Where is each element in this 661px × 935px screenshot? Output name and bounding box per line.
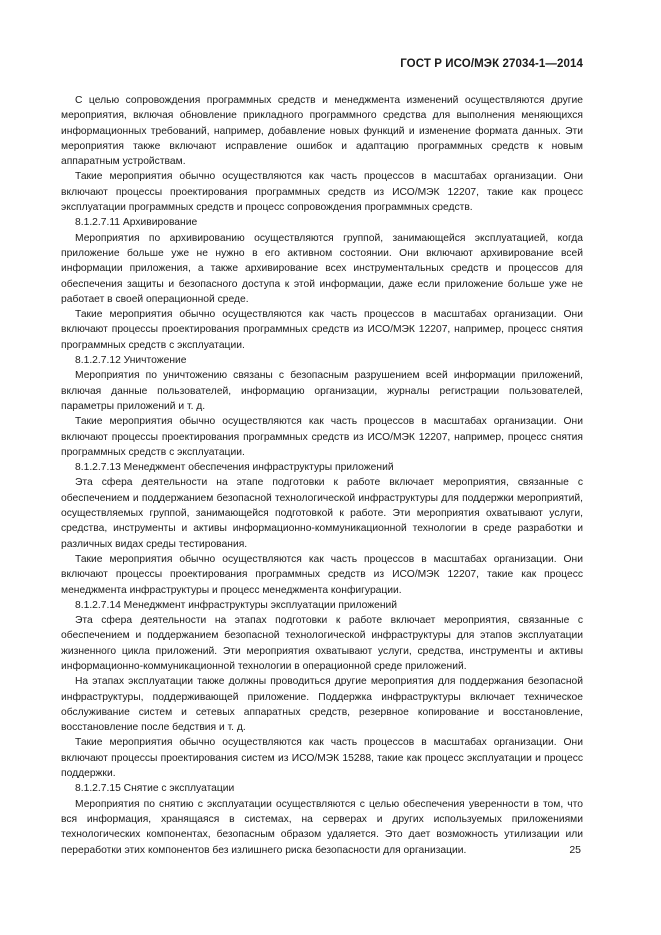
section-heading: 8.1.2.7.13 Менеджмент обеспечения инфраструктуры приложений	[75, 462, 394, 474]
paragraph: Эта сфера деятельности на этапе подготовки к работе включает мероприятия, связанные с обеспечением и поддержанием безопасной технологической инфраструктуры для поддержки мероприятий, осуществляемых группой, занимающейся подготовкой к работе. Эти мероприятия охватывают услуги, средства, инструменты и активы информационно-коммуникационной технологии в среде разработки и различных видах среды тестирования.	[61, 477, 583, 550]
document-body	[61, 93, 583, 858]
page-number: 25	[569, 844, 581, 856]
paragraph: Такие мероприятия обычно осуществляются как часть процессов в масштабах организации. Они включают процессы проектирования программных средств из ИСО/МЭК 12207, такие как процесс менеджмента инфраструктуры и процесс менеджмента конфигурации.	[61, 553, 583, 596]
paragraph: Мероприятия по снятию с эксплуатации осуществляются с целью обеспечения уверенности в том, что вся информация, хранящаяся в системах, на серверах и других используемых приложениями технологических компонентах, безопасным образом удаляется. Это дает возможность утилизации или переработки этих компонентов без излишнего риска безопасности для организации.	[61, 798, 583, 856]
section-heading: 8.1.2.7.11 Архивирование	[75, 217, 198, 229]
section-heading: 8.1.2.7.14 Менеджмент инфраструктуры эксплуатации приложений	[75, 599, 398, 611]
paragraph: Такие мероприятия обычно осуществляются как часть процессов в масштабах организации. Они включают процессы проектирования программных средств из ИСО/МЭК 12207, такие как процесс эксплуатации программных средств и процесс сопровождения программных средств.	[61, 171, 583, 214]
paragraph: Мероприятия по уничтожению связаны с безопасным разрушением всей информации приложений, включая данные пользователей, информацию организации, журналы регистрации пользователей, параметры приложений и т. д.	[61, 370, 583, 412]
section-heading: 8.1.2.7.15 Снятие с эксплуатации	[75, 783, 235, 795]
paragraph: На этапах эксплуатации также должны проводиться другие мероприятия для поддержания безопасной инфраструктуры, поддерживающей приложение. Поддержка инфраструктуры включает техническое обслуживание систем и сетевых аппаратных средств, резервное копирование и восстановление, восстановление после бедствия и т. д.	[61, 676, 583, 734]
paragraph: Такие мероприятия обычно осуществляются как часть процессов в масштабах организации. Они включают процессы проектирования программных средств из ИСО/МЭК 12207, например, процесс снятия программных средств с эксплуатации.	[61, 416, 583, 458]
paragraph: Такие мероприятия обычно осуществляются как часть процессов в масштабах организации. Они включают процессы проектирования программных средств из ИСО/МЭК 12207, например, процесс снятия программных средств с эксплуатации.	[61, 309, 583, 351]
paragraph: Такие мероприятия обычно осуществляются как часть процессов в масштабах организации. Они включают процессы проектирования систем из ИСО/МЭК 15288, такие как процесс эксплуатации и процесс поддержки.	[61, 737, 583, 780]
paragraph: Мероприятия по архивированию осуществляются группой, занимающейся эксплуатацией, когда приложение больше уже не нужно в его активном состоянии. Они включают архивирование всей информации приложения, а также архивирование всех инструментальных средств и процессов для обеспечения защиты и безопасного доступа к этой информации, даже если приложение больше уже не работает в своей операционной среде.	[61, 232, 583, 305]
document-header: ГОСТ Р ИСО/МЭК 27034-1—2014	[400, 58, 583, 70]
paragraph: С целью сопровождения программных средств и менеджмента изменений осуществляются другие мероприятия, включая обновление прикладного программного средства для выполнения меняющихся информационных требований, например, добавление новых функций и изменение формата данных. Эти мероприятия также включают исправление ошибок и адаптацию программных средств к новым аппаратным устройствам.	[61, 95, 583, 168]
section-heading: 8.1.2.7.12 Уничтожение	[75, 355, 187, 367]
paragraph: Эта сфера деятельности на этапах подготовки к работе включает мероприятия, связанные с обеспечением и поддержанием безопасной технологической инфраструктуры для этапов эксплуатации жизненного цикла приложений. Эти мероприятия охватывают услуги, средства, инструменты и активы информационно-коммуникационной технологии в операционной среде приложений.	[61, 615, 583, 672]
